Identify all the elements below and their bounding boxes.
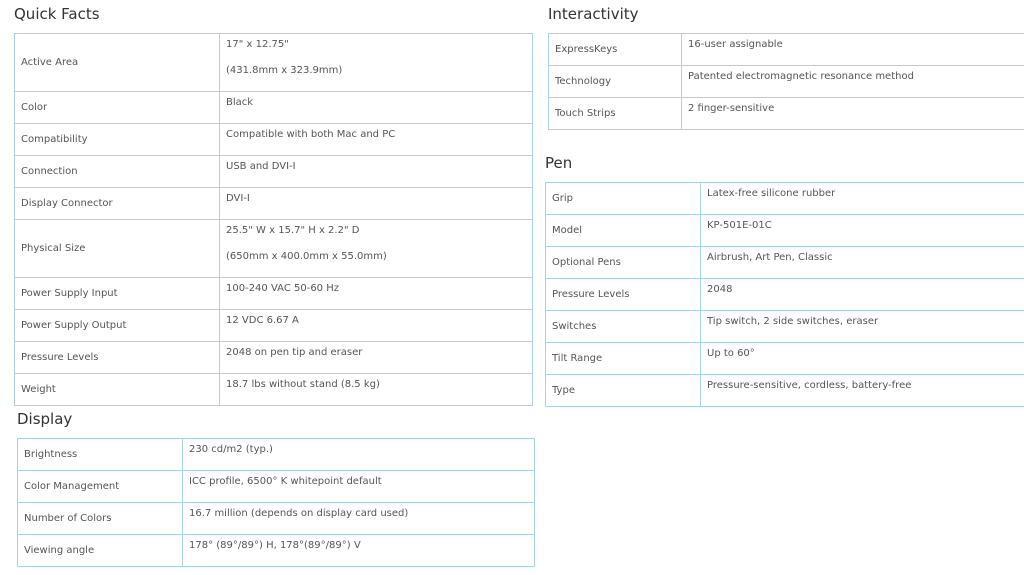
table-row bbox=[15, 374, 533, 406]
spec-value: 230 cd/m2 (typ.) bbox=[183, 439, 535, 471]
table-row bbox=[549, 66, 1024, 98]
spec-label: Tilt Range bbox=[546, 343, 701, 375]
spec-value: 16-user assignable bbox=[682, 34, 1024, 66]
table-row bbox=[15, 342, 533, 374]
spec-value: 16.7 million (depends on display card used) bbox=[183, 503, 535, 535]
spec-label: Switches bbox=[546, 311, 701, 343]
table-row bbox=[15, 92, 533, 124]
pen-table bbox=[545, 182, 1024, 407]
table-row bbox=[546, 343, 1024, 375]
spec-value: Patented electromagnetic resonance method bbox=[682, 66, 1024, 98]
spec-value: Up to 60° bbox=[701, 343, 1024, 375]
interactivity-title: Interactivity bbox=[548, 5, 639, 23]
spec-value: Airbrush, Art Pen, Classic bbox=[701, 247, 1024, 279]
spec-value: 100-240 VAC 50-60 Hz bbox=[220, 278, 533, 310]
table-row bbox=[546, 375, 1024, 407]
table-row bbox=[15, 34, 533, 92]
spec-value: Tip switch, 2 side switches, eraser bbox=[701, 311, 1024, 343]
table-row bbox=[18, 535, 535, 567]
spec-label: Physical Size bbox=[15, 220, 220, 278]
spec-label: Model bbox=[546, 215, 701, 247]
spec-label: Active Area bbox=[15, 34, 220, 92]
table-row bbox=[15, 156, 533, 188]
spec-label: Power Supply Output bbox=[15, 310, 220, 342]
table-row bbox=[15, 310, 533, 342]
display-table bbox=[17, 438, 535, 567]
spec-label: Technology bbox=[549, 66, 682, 98]
spec-value: Latex-free silicone rubber bbox=[701, 183, 1024, 215]
spec-label: Grip bbox=[546, 183, 701, 215]
pen-title: Pen bbox=[545, 154, 573, 172]
spec-label: Pressure Levels bbox=[546, 279, 701, 311]
spec-value: 2048 on pen tip and eraser bbox=[220, 342, 533, 374]
spec-label: Number of Colors bbox=[18, 503, 183, 535]
table-row bbox=[546, 311, 1024, 343]
spec-value: Compatible with both Mac and PC bbox=[220, 124, 533, 156]
spec-label: Touch Strips bbox=[549, 98, 682, 130]
spec-label: Color Management bbox=[18, 471, 183, 503]
spec-value: 12 VDC 6.67 A bbox=[220, 310, 533, 342]
table-row bbox=[546, 247, 1024, 279]
table-row bbox=[18, 471, 535, 503]
table-row bbox=[15, 220, 533, 278]
table-row bbox=[546, 183, 1024, 215]
table-row bbox=[15, 124, 533, 156]
spec-value: 25.5" W x 15.7" H x 2.2" D (650mm x 400.0mm x 55.0mm) bbox=[220, 220, 533, 278]
table-row bbox=[546, 279, 1024, 311]
table-row bbox=[15, 278, 533, 310]
spec-value: 17" x 12.75" (431.8mm x 323.9mm) bbox=[220, 34, 533, 92]
spec-value: DVI-I bbox=[220, 188, 533, 220]
table-row bbox=[15, 188, 533, 220]
display-title: Display bbox=[17, 410, 73, 428]
spec-value: 178° (89°/89°) H, 178°(89°/89°) V bbox=[183, 535, 535, 567]
spec-value: Black bbox=[220, 92, 533, 124]
spec-value: 2048 bbox=[701, 279, 1024, 311]
spec-label: Color bbox=[15, 92, 220, 124]
spec-label: Pressure Levels bbox=[15, 342, 220, 374]
table-row bbox=[549, 98, 1024, 130]
spec-label: Compatibility bbox=[15, 124, 220, 156]
table-row bbox=[546, 215, 1024, 247]
spec-value: Pressure-sensitive, cordless, battery-free bbox=[701, 375, 1024, 407]
spec-label: Weight bbox=[15, 374, 220, 406]
spec-value: 18.7 lbs without stand (8.5 kg) bbox=[220, 374, 533, 406]
spec-label: ExpressKeys bbox=[549, 34, 682, 66]
spec-value: KP-501E-01C bbox=[701, 215, 1024, 247]
table-row bbox=[18, 503, 535, 535]
spec-label: Brightness bbox=[18, 439, 183, 471]
spec-label: Power Supply Input bbox=[15, 278, 220, 310]
spec-value: ICC profile, 6500° K whitepoint default bbox=[183, 471, 535, 503]
quick-facts-table bbox=[14, 33, 533, 406]
quick-facts-title: Quick Facts bbox=[14, 5, 100, 23]
spec-label: Optional Pens bbox=[546, 247, 701, 279]
spec-label: Display Connector bbox=[15, 188, 220, 220]
spec-label: Type bbox=[546, 375, 701, 407]
spec-label: Viewing angle bbox=[18, 535, 183, 567]
spec-value: USB and DVI-I bbox=[220, 156, 533, 188]
spec-label: Connection bbox=[15, 156, 220, 188]
table-row bbox=[549, 34, 1024, 66]
spec-value: 2 finger-sensitive bbox=[682, 98, 1024, 130]
table-row bbox=[18, 439, 535, 471]
interactivity-table bbox=[548, 33, 1024, 130]
